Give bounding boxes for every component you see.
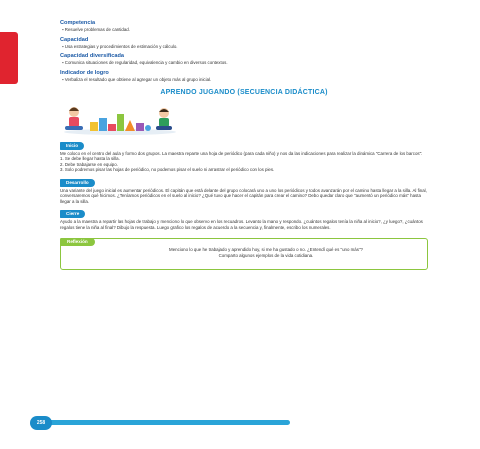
capacidad-heading: Capacidad: [60, 36, 89, 43]
indicador-heading: Indicador de logro: [60, 69, 109, 76]
pencil-decoration: [50, 420, 290, 425]
red-side-tab: [0, 32, 18, 84]
inicio-step-1: 1. Se debe llegar hasta la silla.: [60, 156, 120, 162]
reflexion-badge: Reflexión: [60, 238, 95, 246]
inicio-step-3: 3. Solo podremos pisar las hojas de periódico, no podemos pisar el suelo ni arrastrar el periódico con los pies.: [60, 167, 275, 173]
competencia-item: ▪ Resuelve problemas de cantidad.: [62, 27, 428, 33]
boy-figure: [156, 108, 172, 130]
main-title: APRENDO JUGANDO (SECUENCIA DIDÁCTICA): [160, 89, 328, 97]
cierre-badge: Cierre: [60, 210, 85, 218]
desarrollo-badge: Desarrollo: [60, 179, 95, 187]
reflexion-text: [131, 247, 401, 258]
desarrollo-text: Una variante del juego inicial es aumentar periódicos. El capitán que está delante del grupo colocará uno a uno los periódicos y todos avanzarán por el camino hasta llegar a la silla. Al final, conversaremos qué hicimos. ¿Teníamos periódicos en el suelo al inicio? ¿Qué tuvo que hacer el capitán para crear el camino? Debo quedar claro que "aumentó un periódico más" hasta llegar a la silla.: [60, 187, 427, 204]
inicio-badge: Inicio: [60, 142, 84, 150]
capacidad-item: ▪ Usa estrategias y procedimientos de estimación y cálculo.: [62, 44, 428, 50]
reflexion-line-1: Menciono lo que he trabajado y aprendido hoy, si me ha gustado o no. ¿Entendí qué es "uno más"?: [169, 247, 363, 253]
girl-figure: [65, 107, 83, 130]
page-number: 258: [30, 416, 52, 430]
kids-playing-blocks-illustration: [60, 102, 180, 136]
competencia-heading: Competencia: [60, 20, 96, 26]
capacidad-diversificada-heading: Capacidad diversificada: [60, 53, 125, 60]
cierre-text: Ayudo a la maestra a repartir las hojas de trabajo y menciono lo que observo en los recuadros. Levanto la mano y respondo. ¿cuántos regalos tenía la niña al inicio?, ¿y luego?, ¿cuántos regalos tiene la niña al final? Dibujo la respuesta. Luego grafico los regalos de acuerdo a la secuencia y, finalmente, escribo los numerales.: [60, 218, 423, 230]
reflexion-line-2: Comparto algunos ejemplos de la vida cotidiana.: [218, 252, 314, 258]
capacidad-diversificada-item: ▪ Comunica situaciones de regularidad, equivalencia y cambio en diversos contextos.: [62, 60, 428, 66]
reflexion-box: [60, 238, 428, 270]
blocks: [90, 114, 151, 131]
indicador-item: ▪ Verbaliza el resultado que obtiene al agregar un objeto más al grupo inicial.: [62, 77, 428, 83]
inicio-step-2: 2. Debe trabajarse en equipo.: [60, 161, 118, 167]
lesson-content: [60, 20, 428, 270]
inicio-text: Me coloco en el centro del aula y formo dos grupos. La maestra reparte una hoja de periódico (para cada niño) y nos da las indicaciones para realizar la dinámica "Carrera de los barcos":: [60, 150, 423, 156]
